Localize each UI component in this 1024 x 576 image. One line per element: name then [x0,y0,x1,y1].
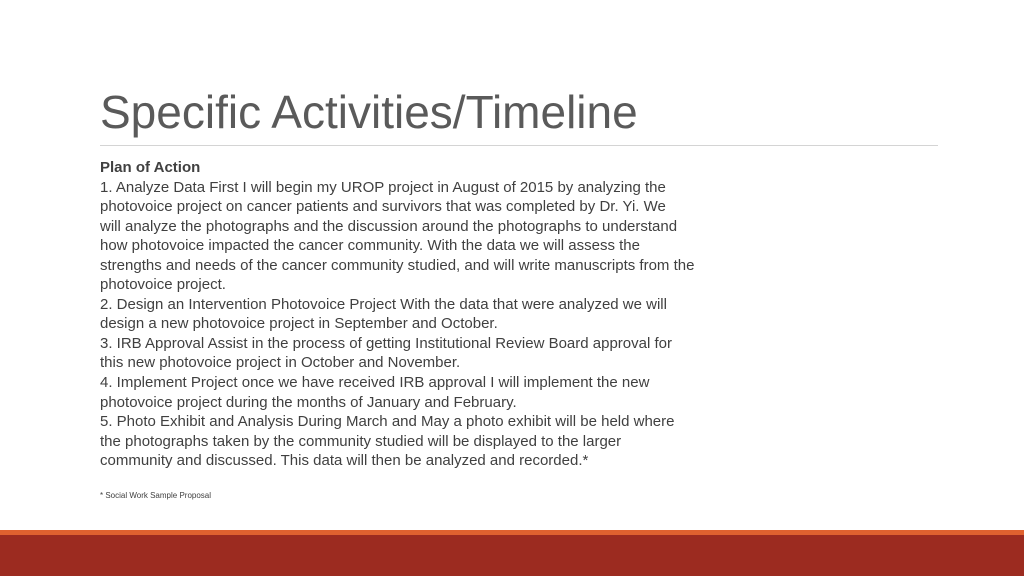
body-line: design a new photovoice project in September and October. [100,315,498,333]
slide-title: Specific Activities/Timeline [100,86,638,138]
body-line: how photovoice impacted the cancer community. With the data we will assess the [100,237,640,255]
body-line: photovoice project during the months of January and February. [100,393,517,411]
body-line: 5. Photo Exhibit and Analysis During March and May a photo exhibit will be held where [100,413,675,431]
footnote: * Social Work Sample Proposal [100,491,212,500]
footer-band [0,535,1024,576]
body-line: will analyze the photographs and the discussion around the photographs to understand [100,217,678,235]
slide-body [100,158,820,471]
body-line: this new photovoice project in October and November. [100,354,461,372]
body-line: 1. Analyze Data First I will begin my UROP project in August of 2015 by analyzing the [100,178,666,196]
plan-of-action-heading: Plan of Action [100,159,201,176]
body-line: community and discussed. This data will then be analyzed and recorded.* [100,452,589,470]
body-line: 4. Implement Project once we have received IRB approval I will implement the new [100,374,650,392]
body-line: photovoice project. [100,276,226,294]
body-line: the photographs taken by the community studied will be displayed to the larger [100,432,622,450]
body-line: 2. Design an Intervention Photovoice Project With the data that were analyzed we will [100,295,667,313]
body-line: 3. IRB Approval Assist in the process of getting Institutional Review Board approval for [100,334,672,352]
body-line: photovoice project on cancer patients and survivors that was completed by Dr. Yi. We [100,198,666,216]
body-line: strengths and needs of the cancer community studied, and will write manuscripts from the [100,256,695,274]
title-divider [100,145,938,146]
